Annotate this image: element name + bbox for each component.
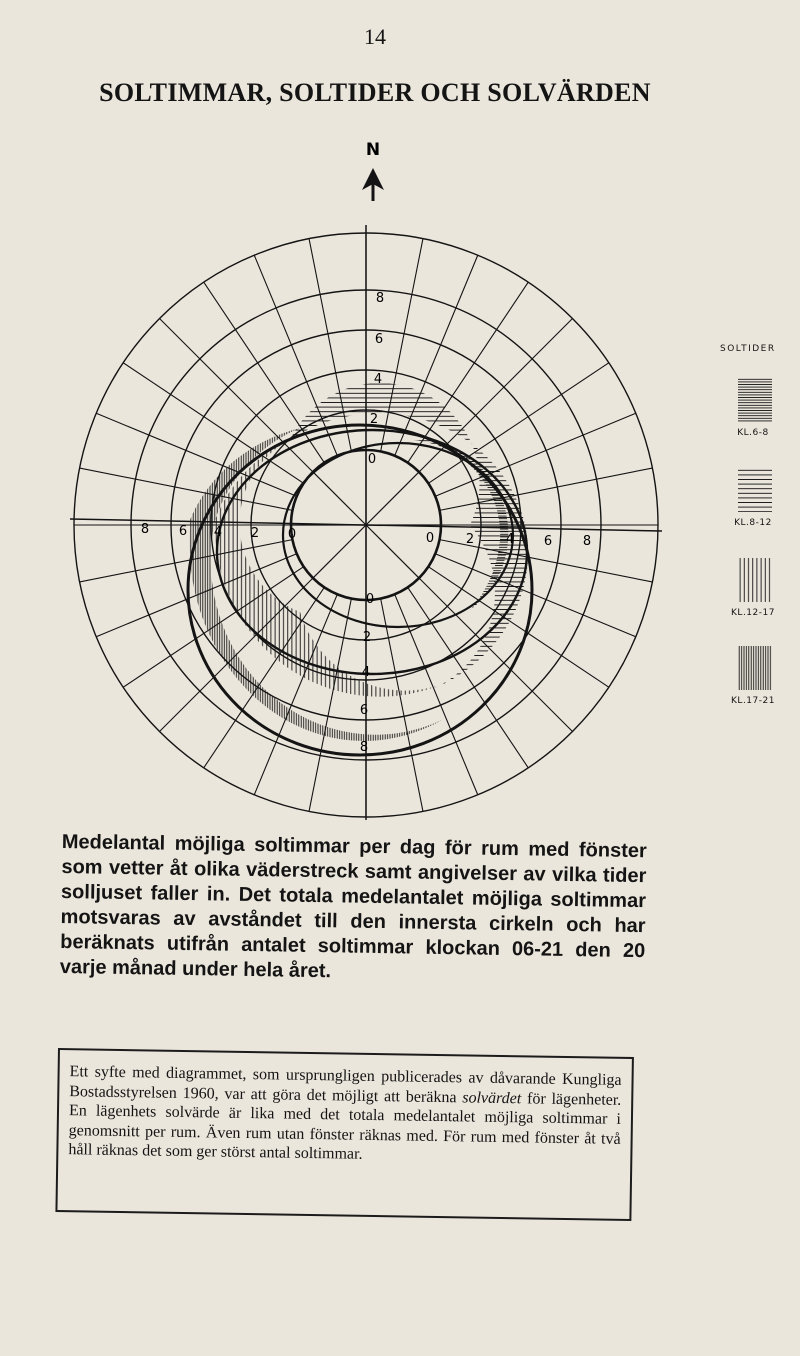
grid-spoke-7 xyxy=(381,599,423,812)
ring-label-north-0: 0 xyxy=(367,452,377,467)
ring-label-east-4: 4 xyxy=(505,532,515,547)
legend-title: SOLTIDER xyxy=(720,344,776,354)
note-text xyxy=(68,1062,621,1168)
ring-label-west-4: 4 xyxy=(213,525,223,540)
grid-spoke-19 xyxy=(123,363,303,484)
grid-spoke-31 xyxy=(440,468,653,510)
ring-label-north-4: 4 xyxy=(373,372,383,387)
legend-label: KL.8-12 xyxy=(734,518,772,528)
legend-swatch-horizontal-sparse xyxy=(738,468,772,512)
ring-label-south-6: 6 xyxy=(359,703,369,718)
north-label: N xyxy=(365,140,381,160)
note-box xyxy=(55,1048,634,1221)
legend-swatch-vertical-sparse xyxy=(738,558,772,602)
ring-label-west-6: 6 xyxy=(178,524,188,539)
ring-label-north-6: 6 xyxy=(374,332,384,347)
grid-spoke-15 xyxy=(80,540,293,582)
ring-label-south-8: 8 xyxy=(359,740,369,755)
grid-spoke-25 xyxy=(381,239,423,452)
note-emphasis: solvärdet xyxy=(462,1088,522,1107)
legend-label: KL.6-8 xyxy=(737,428,769,438)
grid-spoke-9 xyxy=(309,599,351,812)
legend-label: KL.17-21 xyxy=(731,696,775,706)
grid-spoke-27 xyxy=(408,282,529,462)
ring-label-west-8: 8 xyxy=(140,522,150,537)
ring-label-south-0: 0 xyxy=(365,592,375,607)
figure-caption: Medelantal möjliga soltimmar per dag för rum med fönster som vetter åt olika väderstreck samt angivelser av vilka tider solljuset faller in. Det totala medelantalet möjliga soltimmar motsvaras av avståndet till den innersta cirkeln och har beräknats utifrån antalet soltimmar klockan 06-21 den 20 varje månad under hela året. xyxy=(59,830,647,983)
ring-label-east-6: 6 xyxy=(543,534,553,549)
page-number: 14 xyxy=(364,24,386,49)
ring-label-west-2: 2 xyxy=(250,526,260,541)
ring-label-east-2: 2 xyxy=(465,532,475,547)
ring-label-north-2: 2 xyxy=(369,412,379,427)
legend-swatch-horizontal-dense xyxy=(738,378,772,422)
note-text-end: för lägenheter. En lägenhets solvärde är lika med det totala medelantalet möjliga soltimmar i genomsnitt per rum. Även rum utan fönster räknas med. För rum med fönster åt två håll räknas det som ger störst antal soltimmar. xyxy=(68,1089,622,1163)
polar-grid xyxy=(70,225,662,820)
ring-label-east-8: 8 xyxy=(582,534,592,549)
note-text-start: Ett syfte med diagrammet, som ursprungligen publicerades av dåvarande Kungliga Bostadsstyrelsen 1960, var att göra det möjligt att beräkna xyxy=(69,1063,622,1106)
ring-label-north-8: 8 xyxy=(375,291,385,306)
legend-label: KL.12-17 xyxy=(731,608,775,618)
grid-spoke-21 xyxy=(204,282,325,462)
ring-label-south-4: 4 xyxy=(361,665,371,680)
legend-swatch-vertical-dense xyxy=(738,646,772,690)
page-title: SOLTIMMAR, SOLTIDER OCH SOLVÄRDEN xyxy=(99,78,651,107)
ring-label-east-0: 0 xyxy=(425,531,435,546)
ring-label-west-0: 0 xyxy=(287,527,297,542)
grid-spoke-17 xyxy=(80,468,293,510)
ring-label-south-2: 2 xyxy=(362,630,372,645)
